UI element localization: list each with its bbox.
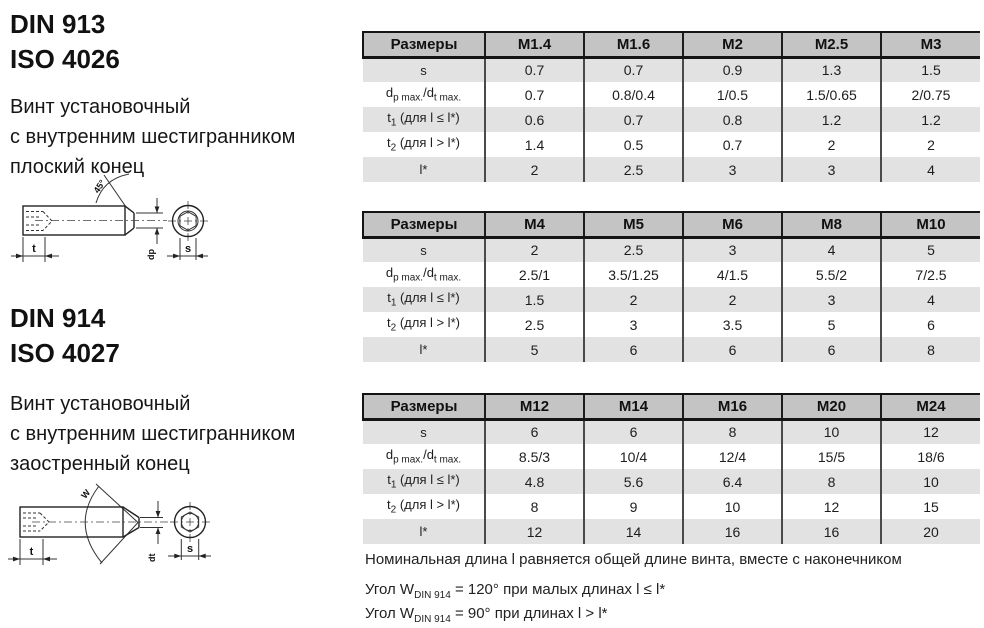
value-cell: 2 [485, 157, 584, 182]
value-cell: 1/0.5 [683, 82, 782, 107]
header-size-cell: M1.4 [485, 32, 584, 57]
row-label-cell: l* [363, 337, 485, 362]
table-row [363, 419, 980, 444]
header-size-cell: M3 [881, 32, 980, 57]
value-cell: 8 [683, 419, 782, 444]
dimension-table-m4-m10 [362, 211, 980, 362]
value-cell: 6 [881, 312, 980, 337]
value-cell: 0.8/0.4 [584, 82, 683, 107]
value-cell: 3.5 [683, 312, 782, 337]
value-cell: 3.5/1.25 [584, 262, 683, 287]
row-label-cell: $t_1$ (для l ≤ l*) [363, 469, 485, 494]
value-cell: 12 [881, 419, 980, 444]
standard-iso4027: ISO 4027 [10, 338, 120, 368]
value-cell: 18/6 [881, 444, 980, 469]
value-cell: 10/4 [584, 444, 683, 469]
value-cell: 0.5 [584, 132, 683, 157]
dimension-table-m1.4-m3 [362, 31, 980, 182]
table-row [363, 287, 980, 312]
value-cell: 12 [782, 494, 881, 519]
value-cell: 5 [782, 312, 881, 337]
table-row [363, 444, 980, 469]
value-cell: 20 [881, 519, 980, 544]
value-cell: 1.3 [782, 57, 881, 82]
standard-din913: DIN 913 [10, 9, 106, 39]
value-cell: 0.7 [584, 57, 683, 82]
description-line: с внутренним шестигранником [10, 423, 296, 445]
value-cell: 2 [485, 237, 584, 262]
value-cell: 0.8 [683, 107, 782, 132]
value-cell: 3 [782, 157, 881, 182]
socket-depth-label: t [29, 546, 34, 558]
value-cell: 7/2.5 [881, 262, 980, 287]
row-label-cell: $t_1$ (для l ≤ l*) [363, 287, 485, 312]
table-header-row [363, 212, 980, 237]
description-line: заостренный конец [10, 453, 190, 475]
value-cell: 6 [584, 419, 683, 444]
header-size-cell: M14 [584, 394, 683, 419]
value-cell: 1.5 [485, 287, 584, 312]
row-label-cell: l* [363, 157, 485, 182]
header-size-cell: M1.6 [584, 32, 683, 57]
row-label-cell: $d_{p max.}/d_{t max.}$ [363, 262, 485, 287]
tip-diameter-label: dt [147, 553, 157, 562]
value-cell: 8 [485, 494, 584, 519]
description-line: с внутренним шестигранником [10, 126, 296, 148]
value-cell: 4 [881, 287, 980, 312]
header-size-cell: M16 [683, 394, 782, 419]
value-cell: 5 [881, 237, 980, 262]
header-dimensions-cell: Размеры [363, 212, 485, 237]
value-cell: 12/4 [683, 444, 782, 469]
value-cell: 2 [881, 132, 980, 157]
note-nominal-length: Номинальная длина l равняется общей длине винта, вместе с наконечником [365, 551, 902, 568]
table-row [363, 57, 980, 82]
value-cell: 12 [485, 519, 584, 544]
value-cell: 2.5/1 [485, 262, 584, 287]
row-label-cell: $t_2$ (для l > l*) [363, 312, 485, 337]
table-header-row [363, 394, 980, 419]
standard-iso4026: ISO 4026 [10, 44, 120, 74]
header-size-cell: M6 [683, 212, 782, 237]
value-cell: 6 [584, 337, 683, 362]
description-line: Винт установочный [10, 393, 191, 415]
row-label-cell: s [363, 419, 485, 444]
value-cell: 3 [683, 237, 782, 262]
value-cell: 15 [881, 494, 980, 519]
table-row [363, 469, 980, 494]
value-cell: 10 [881, 469, 980, 494]
value-cell: 0.9 [683, 57, 782, 82]
value-cell: 2 [683, 287, 782, 312]
header-size-cell: M2 [683, 32, 782, 57]
hex-size-label: s [184, 243, 192, 255]
row-label-cell: $d_{p max.}/d_{t max.}$ [363, 444, 485, 469]
table-row [363, 494, 980, 519]
value-cell: 8 [881, 337, 980, 362]
description-line: Винт установочный [10, 96, 191, 118]
value-cell: 4 [881, 157, 980, 182]
table-row [363, 337, 980, 362]
value-cell: 8.5/3 [485, 444, 584, 469]
header-size-cell: M10 [881, 212, 980, 237]
value-cell: 4/1.5 [683, 262, 782, 287]
row-label-cell: $t_1$ (для l ≤ l*) [363, 107, 485, 132]
value-cell: 1.4 [485, 132, 584, 157]
value-cell: 3 [683, 157, 782, 182]
header-size-cell: M24 [881, 394, 980, 419]
table-row [363, 157, 980, 182]
value-cell: 4 [782, 237, 881, 262]
socket-depth-label: t [32, 243, 36, 255]
table-row [363, 519, 980, 544]
hex-size-label: s [186, 543, 194, 555]
value-cell: 5.5/2 [782, 262, 881, 287]
din914-cone-point-drawing [0, 470, 230, 582]
value-cell: 2 [584, 287, 683, 312]
value-cell: 2.5 [584, 237, 683, 262]
value-cell: 0.7 [485, 57, 584, 82]
value-cell: 8 [782, 469, 881, 494]
table-row [363, 132, 980, 157]
value-cell: 3 [584, 312, 683, 337]
description-din914 [10, 389, 295, 479]
standard-block-din913 [10, 7, 120, 77]
value-cell: 5.6 [584, 469, 683, 494]
row-label-cell: $t_2$ (для l > l*) [363, 494, 485, 519]
value-cell: 0.7 [584, 107, 683, 132]
value-cell: 16 [782, 519, 881, 544]
note-angle-120: Угол $W_{DIN 914} = 120^\circ$ при малых длинах l ≤ l* [365, 581, 666, 601]
table-row [363, 107, 980, 132]
header-dimensions-cell: Размеры [363, 394, 485, 419]
value-cell: 10 [782, 419, 881, 444]
value-cell: 1.5 [881, 57, 980, 82]
header-dimensions-cell: Размеры [363, 32, 485, 57]
value-cell: 10 [683, 494, 782, 519]
value-cell: 3 [782, 287, 881, 312]
value-cell: 1.2 [881, 107, 980, 132]
header-size-cell: M5 [584, 212, 683, 237]
table-row [363, 312, 980, 337]
value-cell: 0.6 [485, 107, 584, 132]
value-cell: 0.7 [683, 132, 782, 157]
value-cell: 9 [584, 494, 683, 519]
row-label-cell: l* [363, 519, 485, 544]
table-row [363, 82, 980, 107]
chamfer-angle-label: 45° [91, 177, 108, 195]
value-cell: 16 [683, 519, 782, 544]
value-cell: 2 [782, 132, 881, 157]
value-cell: 14 [584, 519, 683, 544]
value-cell: 6.4 [683, 469, 782, 494]
value-cell: 2/0.75 [881, 82, 980, 107]
header-size-cell: M20 [782, 394, 881, 419]
row-label-cell: $t_2$ (для l > l*) [363, 132, 485, 157]
value-cell: 6 [782, 337, 881, 362]
din913-flat-point-drawing [5, 170, 220, 268]
standard-block-din914 [10, 301, 120, 371]
value-cell: 2.5 [584, 157, 683, 182]
flat-diameter-label: dp [146, 249, 156, 260]
table-row [363, 237, 980, 262]
value-cell: 4.8 [485, 469, 584, 494]
note-angle-90: Угол $W_{DIN 914} = 90^\circ$ при длинах l > l* [365, 605, 608, 625]
header-size-cell: M2.5 [782, 32, 881, 57]
value-cell: 5 [485, 337, 584, 362]
standard-din914: DIN 914 [10, 303, 106, 333]
header-size-cell: M4 [485, 212, 584, 237]
table-header-row [363, 32, 980, 57]
row-label-cell: s [363, 57, 485, 82]
description-line: плоский конец [10, 156, 145, 178]
value-cell: 0.7 [485, 82, 584, 107]
header-size-cell: M8 [782, 212, 881, 237]
cone-angle-label: W [79, 487, 93, 501]
row-label-cell: s [363, 237, 485, 262]
value-cell: 6 [683, 337, 782, 362]
header-size-cell: M12 [485, 394, 584, 419]
value-cell: 2.5 [485, 312, 584, 337]
dimension-table-m12-m24 [362, 393, 980, 544]
description-din913 [10, 92, 295, 182]
row-label-cell: $d_{p max.}/d_{t max.}$ [363, 82, 485, 107]
value-cell: 15/5 [782, 444, 881, 469]
value-cell: 1.2 [782, 107, 881, 132]
value-cell: 6 [485, 419, 584, 444]
table-row [363, 262, 980, 287]
value-cell: 1.5/0.65 [782, 82, 881, 107]
